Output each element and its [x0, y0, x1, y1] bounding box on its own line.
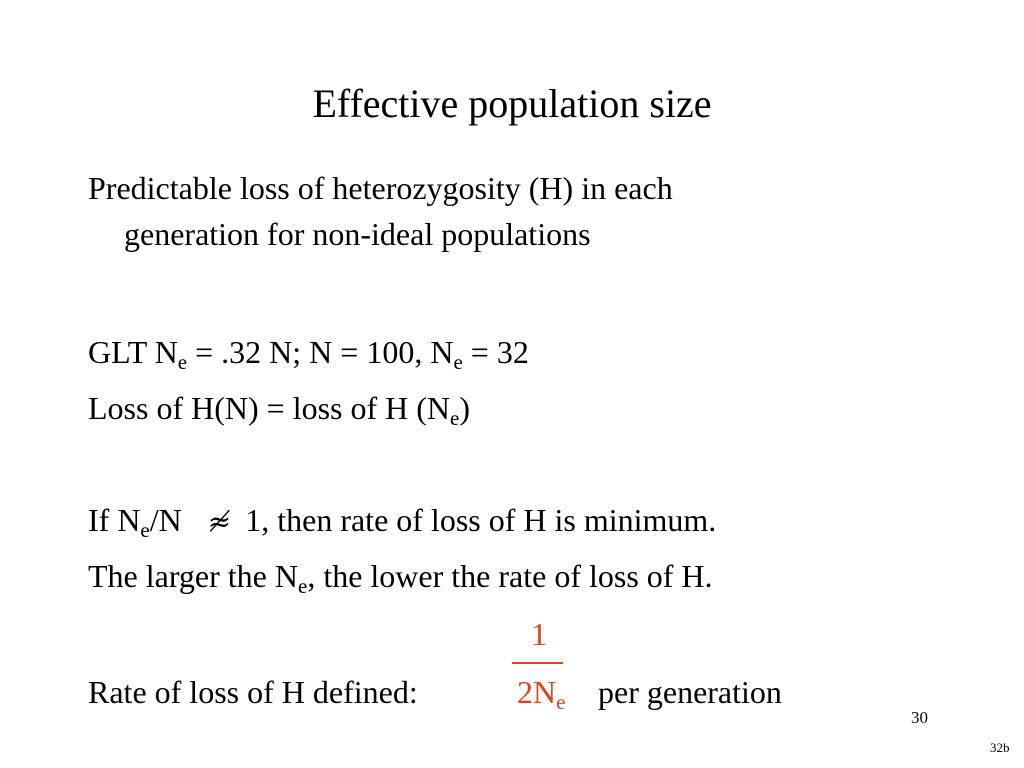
loss-line: [88, 388, 470, 428]
glt-prefix: GLT N: [88, 334, 178, 370]
ratio-suffix: 1, then rate of loss of H is minimum.: [245, 502, 717, 538]
slide-code: 32b: [990, 740, 1010, 755]
per-generation-label: per generation: [598, 674, 782, 710]
glt-middle: = .32 N; N = 100, N: [187, 334, 454, 370]
fraction-denominator: [517, 672, 565, 712]
loss-sub: e: [450, 406, 460, 430]
larger-sub: e: [297, 574, 308, 598]
intro-line-2: generation for non-ideal populations: [124, 216, 591, 252]
ratio-middle: /N: [149, 502, 182, 538]
glt-suffix: = 32: [462, 334, 529, 370]
page-number: 30: [911, 708, 928, 727]
ratio-sub: e: [140, 518, 150, 542]
glt-sub-2: e: [453, 350, 463, 374]
fraction-bar: [512, 662, 563, 664]
larger-suffix: , the lower the rate of loss of H.: [307, 558, 713, 594]
loss-suffix: ): [459, 390, 470, 426]
fraction-numerator: 1: [531, 616, 547, 652]
not-approximately-equal-icon: ≉: [207, 505, 232, 538]
loss-prefix: Loss of H(N) = loss of H (N: [88, 390, 451, 426]
denominator-sub: e: [556, 690, 566, 714]
glt-line: [88, 332, 529, 372]
ratio-prefix: If N: [88, 502, 141, 538]
glt-sub-1: e: [177, 350, 188, 374]
slide-title: Effective population size: [312, 81, 712, 126]
larger-line: [88, 556, 713, 596]
larger-prefix: The larger the N: [88, 558, 298, 594]
ratio-line: [88, 500, 716, 542]
rate-line-label: Rate of loss of H defined:: [88, 674, 418, 710]
intro-line-1: Predictable loss of heterozygosity (H) in each: [88, 170, 673, 206]
denominator-text: 2N: [517, 674, 557, 710]
